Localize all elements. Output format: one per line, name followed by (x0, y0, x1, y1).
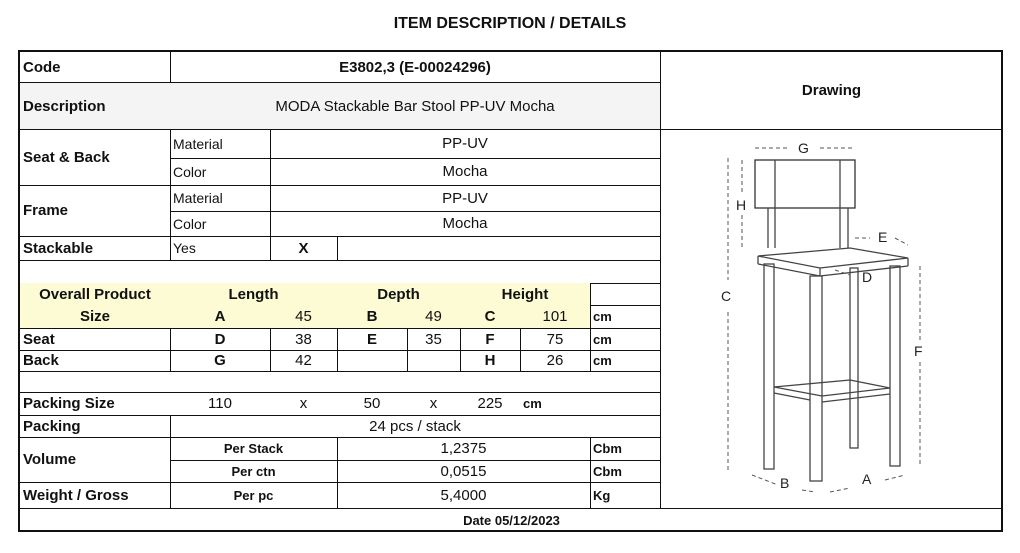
packing-size-height: 225 (477, 395, 503, 412)
packing-size-unit: cm (523, 396, 542, 411)
seat-back-material-value: PP-UV (442, 135, 488, 152)
description-label: Description (20, 83, 170, 129)
packing-value: 24 pcs / stack (369, 417, 461, 435)
drawing-label: Drawing (801, 82, 862, 99)
height-header: Height (460, 283, 590, 305)
back-height-key: H (484, 352, 496, 369)
label-E: E (878, 229, 888, 245)
dimension-lines (728, 148, 920, 492)
overall-length-value: 45 (270, 305, 337, 328)
overall-size-header-line2: Size (20, 305, 170, 328)
stackable-mark: X (298, 239, 309, 257)
overall-height-key: C (460, 305, 520, 328)
page-title: ITEM DESCRIPTION / DETAILS (393, 15, 627, 32)
stackable-label: Stackable (23, 239, 94, 257)
packing-size-length: 110 (208, 395, 232, 412)
depth-header: Depth (337, 283, 460, 305)
seat-height-key: F (485, 330, 495, 348)
seat-back-color-label: Color (173, 163, 207, 180)
frame-label: Frame (23, 202, 69, 219)
seat-unit: cm (593, 331, 612, 347)
label-F: F (914, 343, 923, 359)
label-G: G (798, 140, 809, 156)
seat-depth-key: E (366, 330, 377, 348)
packing-size-x2: x (429, 395, 438, 412)
length-header: Length (170, 283, 337, 305)
seat-length-value: 38 (295, 330, 312, 348)
date-footer: Date 05/12/2023 (463, 513, 560, 528)
overall-depth-key: B (337, 305, 407, 328)
frame-material-label: Material (173, 190, 223, 206)
back-dimension-label: Back (23, 352, 59, 369)
seat-back-color-value: Mocha (442, 163, 488, 180)
packing-size-x1: x (299, 395, 308, 412)
seat-back-label: Seat & Back (23, 148, 110, 166)
weight-unit: Kg (593, 487, 611, 503)
description-value: MODA Stackable Bar Stool PP-UV Mocha (170, 83, 660, 129)
seat-dimension-label: Seat (23, 330, 55, 348)
volume-per-stack-value: 1,2375 (440, 440, 487, 457)
volume-per-stack-unit: Cbm (593, 441, 622, 456)
seat-depth-value: 35 (425, 330, 442, 348)
seat-height-value: 75 (546, 330, 564, 348)
label-A: A (862, 471, 872, 487)
frame-color-label: Color (173, 215, 207, 232)
frame-material-value: PP-UV (442, 189, 488, 207)
overall-size-header-line1: Overall Product (20, 283, 170, 305)
seat-back-material-label: Material (173, 135, 223, 152)
label-H: H (736, 197, 747, 213)
packing-size-width: 50 (363, 395, 381, 412)
overall-unit: cm (593, 309, 612, 324)
back-length-value: 42 (295, 352, 312, 369)
packing-size-label: Packing Size (23, 395, 115, 412)
overall-length-key: A (170, 305, 270, 328)
stool-outline (755, 160, 908, 481)
volume-per-ctn-label: Per ctn (231, 463, 276, 479)
weight-value: 5,4000 (440, 486, 487, 504)
stackable-yes-label: Yes (173, 240, 196, 256)
bar-stool-drawing (690, 130, 952, 500)
volume-label: Volume (23, 451, 77, 468)
code-value: E3802,3 (E-00024296) (339, 58, 491, 76)
volume-per-stack-label: Per Stack (223, 441, 284, 456)
label-D: D (862, 269, 873, 285)
weight-label: Weight / Gross (23, 486, 129, 504)
weight-per-pc-label: Per pc (233, 487, 274, 503)
back-length-key: G (214, 352, 226, 369)
overall-depth-value: 49 (407, 305, 460, 328)
code-label: Code (23, 58, 61, 76)
volume-per-ctn-value: 0,0515 (440, 462, 487, 480)
label-B: B (780, 475, 790, 491)
overall-height-value: 101 (520, 305, 590, 328)
label-C: C (721, 288, 732, 304)
frame-color-value: Mocha (442, 215, 488, 232)
seat-length-key: D (214, 330, 226, 348)
volume-per-ctn-unit: Cbm (593, 463, 622, 479)
back-height-value: 26 (546, 352, 564, 369)
back-unit: cm (593, 353, 612, 368)
packing-label: Packing (23, 417, 81, 435)
